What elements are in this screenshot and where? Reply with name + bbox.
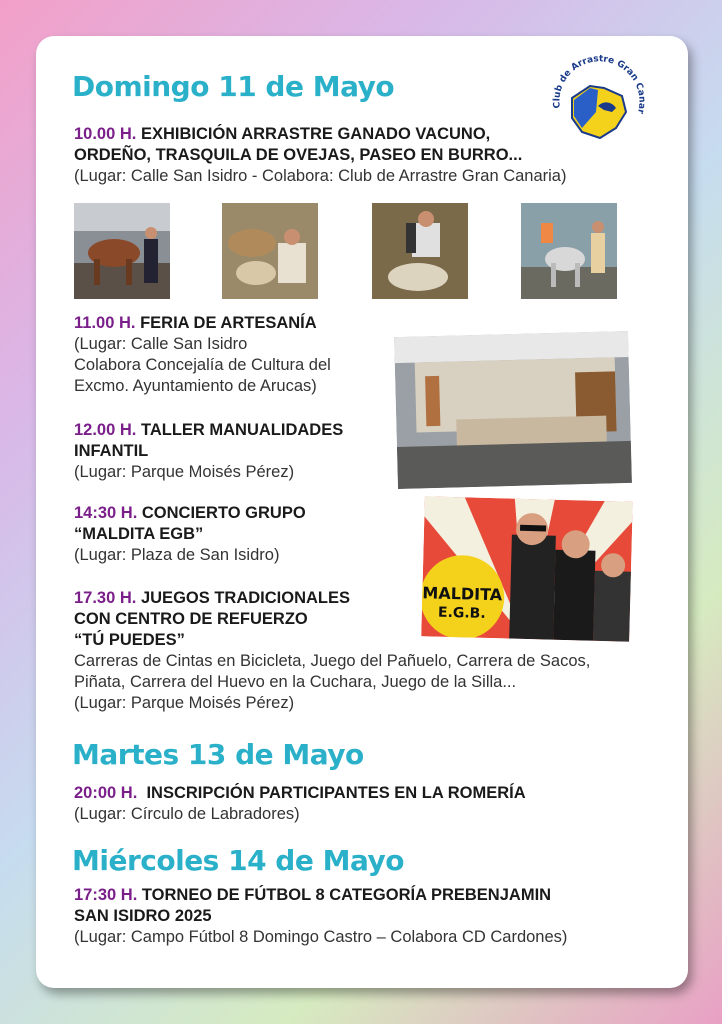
photo-shearing (372, 203, 468, 299)
event-place: (Lugar: Parque Moisés Pérez) (74, 694, 295, 712)
event-place: (Lugar: Parque Moisés Pérez) (74, 463, 295, 481)
event-1100 (74, 313, 384, 397)
event-place: (Lugar: Calle San Isidro (74, 335, 248, 353)
day-title-domingo: Domingo 11 de Mayo (72, 70, 395, 103)
day-title-martes: Martes 13 de Mayo (72, 738, 364, 771)
event-detail: Carreras de Cintas en Bicicleta, Juego del Pañuelo, Carrera de Sacos, (74, 652, 591, 670)
event-place: Colabora Concejalía de Cultura del (74, 356, 331, 374)
event-2000 (74, 783, 674, 825)
event-place: (Lugar: Campo Fútbol 8 Domingo Castro – Colabora CD Cardones) (74, 928, 568, 946)
day-title-miercoles: Miércoles 14 de Mayo (72, 844, 404, 877)
event-1000 (74, 124, 634, 187)
event-head-line: CON CENTRO DE REFUERZO (74, 610, 308, 628)
event-head-line: FERIA DE ARTESANÍA (140, 314, 317, 332)
event-head-line: INFANTIL (74, 442, 149, 460)
event-head-line: “TÚ PUEDES” (74, 631, 185, 649)
photo-oxen (74, 203, 170, 299)
event-1430 (74, 503, 384, 566)
event-head-line: INSCRIPCIÓN PARTICIPANTES EN LA ROMERÍA (146, 784, 526, 802)
event-head-line: TALLER MANUALIDADES (140, 421, 344, 439)
event-1730-futbol (74, 885, 674, 948)
event-1200 (74, 420, 384, 483)
event-place: (Lugar: Calle San Isidro - Colabora: Club de Arrastre Gran Canaria) (74, 167, 567, 185)
band-logo-line2: E.G.B. (437, 604, 486, 622)
event-time: 11.00 H. (74, 314, 136, 332)
event-head-line: JUEGOS TRADICIONALES (140, 589, 350, 607)
event-head-line: ORDEÑO, TRASQUILA DE OVEJAS, PASEO EN BURRO... (74, 146, 523, 164)
event-place: Excmo. Ayuntamiento de Arucas) (74, 377, 317, 395)
event-head-line: CONCIERTO GRUPO (141, 504, 306, 522)
event-time: 14:30 H. (74, 504, 138, 522)
event-place: (Lugar: Plaza de San Isidro) (74, 546, 280, 564)
photo-craft-fair (394, 331, 632, 489)
event-time: 17:30 H. (74, 886, 138, 904)
event-1730-juegos (74, 588, 674, 714)
logo-text: Club de Arrastre Gran Canar (552, 54, 647, 115)
event-detail: Piñata, Carrera del Huevo en la Cuchara, Juego de la Silla... (74, 673, 517, 691)
event-head-line: TORNEO DE FÚTBOL 8 CATEGORÍA PREBENJAMIN (141, 886, 552, 904)
event-head-line: EXHIBICIÓN ARRASTRE GANADO VACUNO, (140, 125, 491, 143)
event-head-line: “MALDITA EGB” (74, 525, 204, 543)
event-time: 17.30 H. (74, 589, 137, 607)
photo-donkey-ride (521, 203, 617, 299)
event-time: 12.00 H. (74, 421, 137, 439)
event-time: 20:00 H. (74, 784, 138, 802)
event-time: 10.00 H. (74, 125, 137, 143)
photo-milking (222, 203, 318, 299)
event-place: (Lugar: Círculo de Labradores) (74, 805, 300, 823)
event-head-line: SAN ISIDRO 2025 (74, 907, 212, 925)
band-logo-line1: MALDITA (422, 583, 503, 605)
